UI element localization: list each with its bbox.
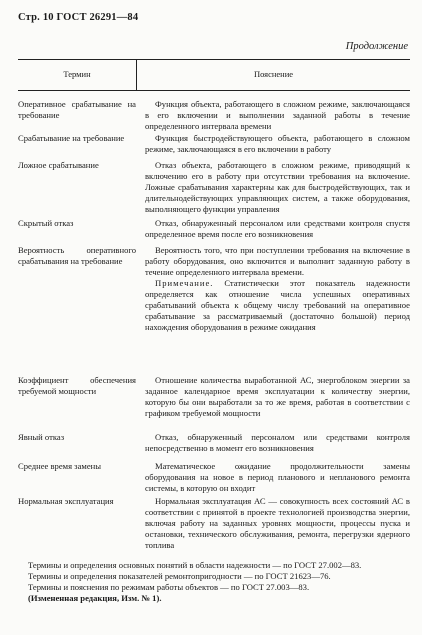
term-cell: Ложное срабатывание (18, 160, 99, 170)
footer-line: Термины и пояснения по режимам работы объектов — по ГОСТ 27.003—83. (28, 582, 310, 592)
explanation-cell: Отказ объекта, работающего в сложном режиме, приводящий к включению его в работу при отсутствии требования на включение. Ложные срабатывания характерны как для быстродействующих, так и длительнодействующих управляющих систем, а также оборудования, выполняющего функции управления (145, 160, 410, 214)
footer-line: Термины и определения основных понятий в области надежности — по ГОСТ 27.002—83. (28, 560, 362, 570)
explanation-cell: Функция быстродействующего объекта, работающего в сложном режиме, заключающаяся в его включении в работу (145, 133, 410, 154)
explanation-cell: Отказ, обнаруженный персоналом или средствами контроля непосредственно в момент его возникновения (145, 432, 410, 453)
explanation-cell: Математическое ожидание продолжительности замены оборудования на новое в период планового и непланового ремонта системы, в которую он входит (145, 461, 410, 493)
footer-notes (18, 560, 410, 604)
explanation-cell: Отношение количества выработанной АС, энергоблоком энергии за заданное календарное время эксплуатации к количеству энергии, которую бы они выработали за то же время, работая в соответствии с графиком требуемой мощности (145, 375, 410, 418)
amendment-note: (Измененная редакция, Изм. № 1). (28, 593, 162, 603)
page-header: Стр. 10 ГОСТ 26291—84 (18, 12, 139, 23)
term-cell: Скрытый отказ (18, 218, 74, 228)
column-header-explanation: Пояснение (253, 69, 294, 79)
term-cell: Явный отказ (18, 432, 65, 442)
term-cell: Коэффициент обеспечения требуемой мощности (18, 375, 136, 396)
term-cell: Вероятность оперативного срабатывания на требование (18, 245, 136, 266)
table-header-rule (18, 90, 410, 91)
explanation-cell: Отказ, обнаруженный персоналом или средствами контроля спустя определенное время после его возникновения (145, 218, 410, 239)
term-cell: Нормальная эксплуатация (18, 496, 114, 506)
note-text: Статистически этот показатель надежности определяется как отношение числа успешных оперативных срабатываний объекта к общему числу требований на оперативное срабатывание за рассматриваемый (достаточно большой) период нахождения оборудования в режиме ожидания (145, 278, 410, 332)
explanation-cell: Нормальная эксплуатация АС — совокупность всех состояний АС в соответствии с принятой в проекте технологией производства энергии, включая работу на заданных уровнях мощности, процессы пуска и остановки, технического обслуживания, ремонта, перегрузки ядерного топлива (145, 496, 410, 550)
explanation-cell: Функция объекта, работающего в сложном режиме, заключающаяся в его включении и выполнении заданной работы в течение определенного интервала времени (145, 99, 410, 131)
explanation-cell: Вероятность того, что при поступлении требования на включение в работу оборудования, оно включится и выполнит заданную работу в течение определенного интервала времени. Примечание. Статистически этот показатель надежности определяется как отношение числа успешных оперативных срабатываний объекта к общему числу требований на оперативное срабатывание за рассматриваемый (достаточно большой) период нахождения оборудования в режиме ожидания (145, 245, 410, 332)
term-cell: Оперативное срабатывание на требование (18, 99, 136, 120)
note-label: Примечание. (155, 278, 214, 288)
footer-line: Термины и определения показателей ремонтопригодности — по ГОСТ 21623—76. (28, 571, 331, 581)
table-top-rule (18, 59, 410, 60)
continuation-label: Продолжение (345, 41, 408, 52)
column-header-term: Термин (63, 69, 91, 79)
term-cell: Среднее время замены (18, 461, 102, 471)
term-cell: Срабатывание на требование (18, 133, 125, 143)
